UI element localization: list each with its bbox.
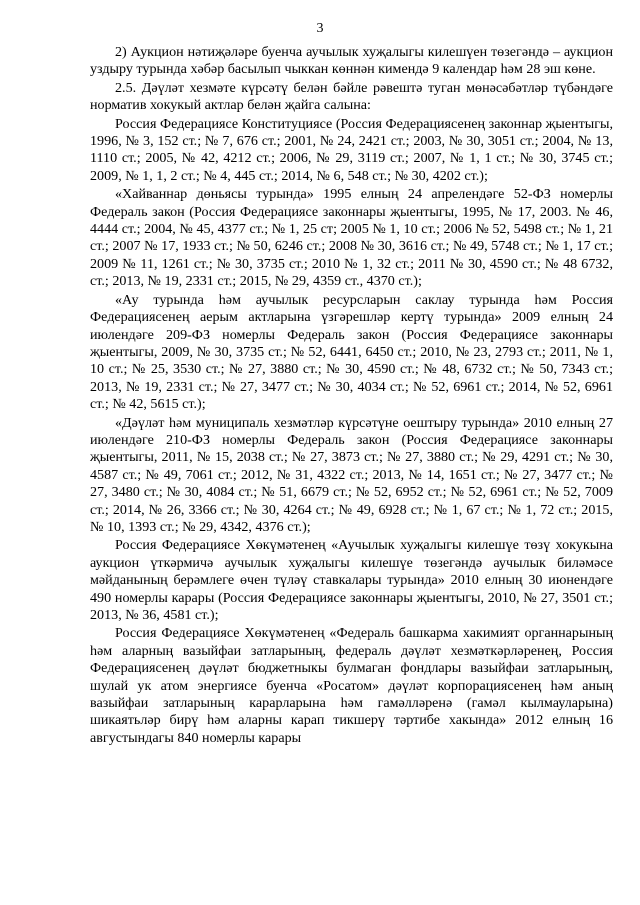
paragraph-hunting-law: «Ау турында һәм аучылык ресурсларын саклау турында һәм Россия Федерациясенең аерым актларына үзгәрешләр кертү турында» 2009 елның 24 июлендәге 209-ФЗ номерлы Федераль закон (Россия Федерациясе законнары җыентыгы, 2009, № 30, 3735 ст.; № 52, 6441, 6450 ст.; 2010, № 23, 2793 ст.; 2011, № 1, 10 ст.; № 25, 3530 ст.; № 27, 3880 ст.; № 30, 4590 ст.; № 48, 6732 ст.; № 50, 7343 ст.; 2013, № 19, 2331 ст.; № 27, 3477 ст.; № 30, 4034 ст.; № 52, 6961 ст.; 2014, № 52, 6961 ст.; № 42, 5615 ст.); [90,291,613,413]
paragraph-animal-world-law: «Хайваннар дөньясы турында» 1995 елның 24 апрелендәге 52-ФЗ номерлы Федераль закон (Россия Федерациясе законнары җыентыгы, 1995, № 17, 2003. № 46, 4444 ст.; 2004, № 45, 4377 ст.; № 1, 25 ст; 2005 № 1, 10 ст.; 2006 № 52, 5498 ст.; № 1, 21 ст.; 2007 № 17, 1933 ст.; № 50, 6246 ст.; 2008 № 30, 3616 ст.; № 49, 5748 ст.; № 1, 17 ст.; 2009 № 11, 1261 ст.; № 30, 3735 ст.; 2010 № 1, 32 ст.; 2011 № 30, 4590 ст.; № 48 6732, ст.; 2013, № 19, 2331 ст.; 2015, № 29, 4359 ст., 4370 ст.); [90,186,613,290]
paragraph-government-decree-840: Россия Федерациясе Хөкүмәтенең «Федераль башкарма хакимият органнарының һәм аларның вазыйфаи затларының, федераль дәүләт хезмәткәрләренең, Россия Федерациясенең дәүләт бюджетныкы булмаган фондлары вазыйфаи затларының, шулай ук атом энергиясе буенча «Росатом» дәүләт корпорациясенең һәм аның вазыйфаи затларының карарларына һәм гамәлләренә (гамәл кылмауларына) шикаятьләр бирү һәм аларны карап тикшерү тәртибе хакында» 2012 елның 16 августындагы 840 номерлы карары [90,625,613,746]
page-number: 3 [316,21,324,36]
paragraph-legal-basis-intro: 2.5. Дәүләт хезмәте күрсәтү белән бәйле рәвештә туган мөнәсәбәтләр түбәндәге норматив хокукый актлар белән җайга салына: [90,79,613,114]
paragraph-constitution: Россия Федерациясе Конституциясе (Россия Федерациясенең законнар җыентыгы, 1996, № 3, 152 ст.; № 7, 676 ст.; 2001, № 24, 2421 ст.; 2003, № 30, 3051 ст.; 2004, № 13, 1110 ст.; 2005, № 42, 4212 ст.; 2006, № 29, 3119 ст.; 2007, № 1, 1 ст.; № 30, 3745 ст.; 2009, № 1, 1, 2 ст.; № 4, 445 ст.; 2014, № 6, 548 ст.; № 30, 4202 ст.); [90,115,613,184]
body-text [90,44,613,748]
paragraph-public-services-law: «Дәүләт һәм муниципаль хезмәтләр күрсәтүне оештыру турында» 2010 елның 27 июлендәге 210-ФЗ номерлы Федераль закон (Россия Федерациясе законнары җыентыгы, 2011, № 15, 2038 ст.; № 27, 3873 ст.; № 27, 3880 ст.; № 29, 4291 ст.; № 30, 4587 ст.; № 49, 7061 ст.; 2012, № 31, 4322 ст.; 2013, № 14, 1651 ст.; № 27, 3477 ст.; № 27, 3480 ст.; № 30, 4084 ст.; № 51, 6679 ст.; № 52, 6952 ст.; № 52, 6961 ст.; № 52, 7009 ст.; 2014, № 26, 3366 ст.; № 30, 4264 ст.; № 49, 6928 ст.; № 1, 67 ст.; № 1, 72 ст.; 2015, № 10, 1393 ст.; № 29, 4342, 4376 ст.); [90,414,613,535]
paragraph-government-decree-490: Россия Федерациясе Хөкүмәтенең «Аучылык хуҗалыгы килешүе төзү хокукына аукцион үткәрмичә аучылык хуҗалыгы килешүе төзегәндә аучылык биләмәсе мәйданының берәмлеге өчен түләү ставкалары турында» 2010 елның 30 июнендәге 490 номерлы карары (Россия Федерациясе законнары җыентыгы, 2010, № 27, 3501 ст.; 2013, № 36, 4581 ст.); [90,537,613,623]
paragraph-auction-deadline: 2) Аукцион нәтиҗәләре буенча аучылык хуҗалыгы килешүен төзегәндә – аукцион уздыру турында хәбәр басылып чыккан көннән кимендә 9 календар һәм 28 эш көне. [90,44,613,78]
